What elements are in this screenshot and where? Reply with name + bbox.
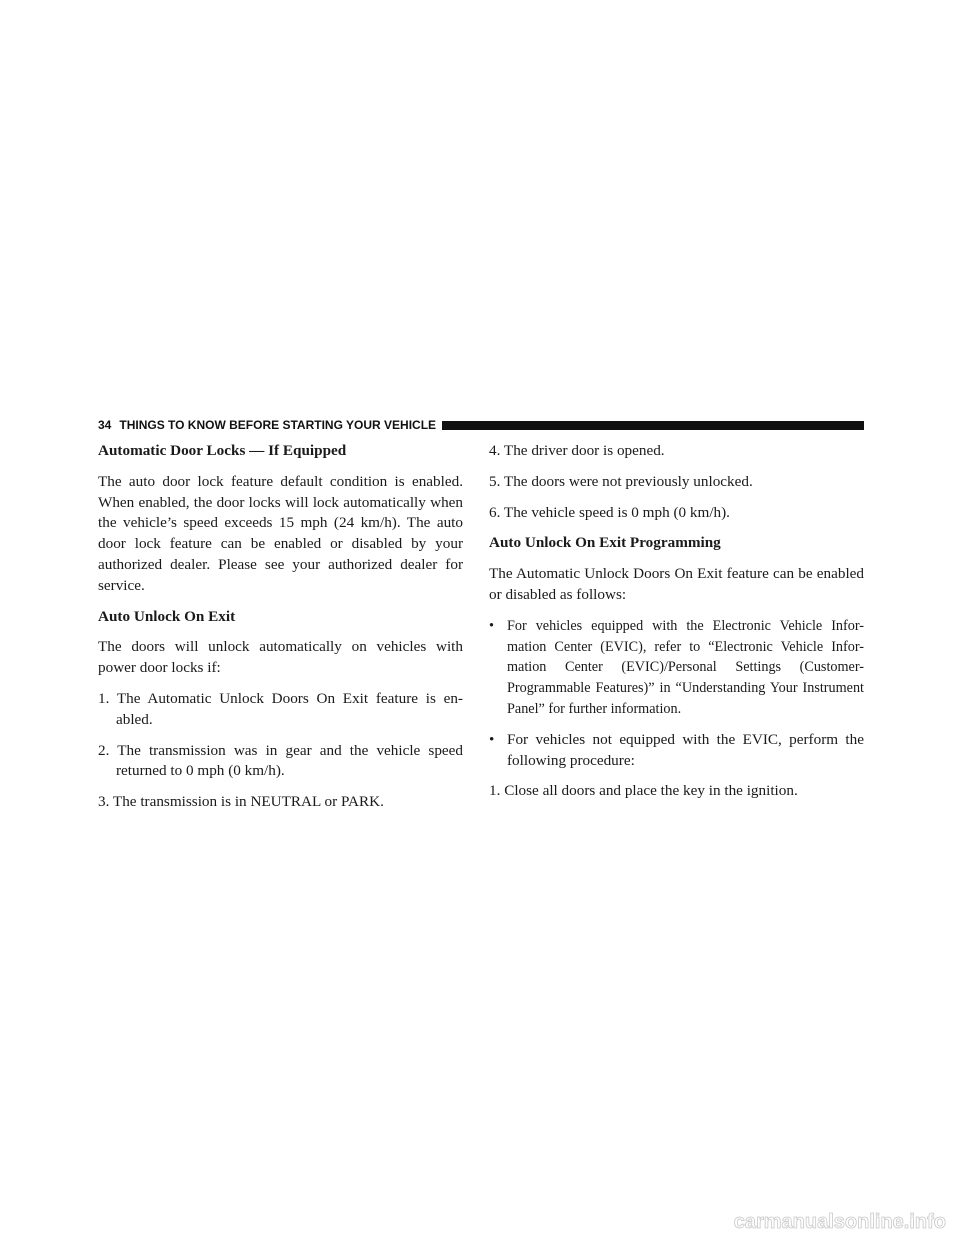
left-column [98, 441, 463, 823]
list-item: 4. The driver door is opened. [489, 442, 665, 459]
bullet-text: For vehicles not equipped with the EVIC, perform the following procedure: [507, 730, 864, 769]
page-header [98, 417, 864, 433]
right-column [489, 441, 864, 812]
watermark-logo [0, 1210, 960, 1236]
list-item: 5. The doors were not previously unlocked. [489, 472, 753, 490]
watermark-text: carmanualsonline.info [733, 1211, 946, 1233]
heading-auto-unlock-on-exit: Auto Unlock On Exit [98, 607, 236, 625]
list-item: 6. The vehicle speed is 0 mph (0 km/h). [489, 503, 730, 521]
page-number: 34 [98, 418, 112, 432]
section-title: THINGS TO KNOW BEFORE STARTING YOUR VEHICLE [119, 418, 437, 432]
bullet-item [489, 616, 864, 720]
bullet-item [489, 730, 864, 772]
watermark-wordmark [688, 1210, 948, 1234]
heading-auto-unlock-programming: Auto Unlock On Exit Programming [489, 534, 721, 552]
bullet-icon: • [489, 617, 494, 634]
paragraph-unlock-conditions: The doors will unlock automatically on vehicles with power door locks if: [98, 638, 463, 677]
bullet-text: For vehicles equipped with the Electronic Vehicle Infor- mation Center (EVIC), refer to “Electronic Vehicle Infor- mation Center (EVIC)/Personal Settings (Customer- Programmable Features)” in “Understanding Your Instrument Panel” for further information. [507, 617, 864, 717]
header-rule [442, 421, 864, 430]
list-item: 2. The transmission was in gear and the vehicle speed returned to 0 mph (0 km/h). [98, 741, 463, 780]
paragraph-auto-door-lock: The auto door lock feature default condition is enabled. When enabled, the door locks will lock automatically when the vehicle’s speed exceeds 15 mph (24 km/h). The auto door lock feature can be enabled or disabled by your authorized dealer. Please see your authorized dealer for service. [98, 472, 463, 594]
heading-automatic-door-locks: Automatic Door Locks — If Equipped [98, 442, 347, 459]
bullet-icon: • [489, 730, 495, 748]
paragraph-programming-intro: The Automatic Unlock Doors On Exit feature can be enabled or disabled as follows: [489, 565, 864, 603]
list-item: 1. The Automatic Unlock Doors On Exit feature is en- abled. [98, 689, 463, 728]
list-item: 3. The transmission is in NEUTRAL or PARK. [98, 793, 384, 811]
procedure-step: 1. Close all doors and place the key in the ignition. [489, 782, 798, 800]
